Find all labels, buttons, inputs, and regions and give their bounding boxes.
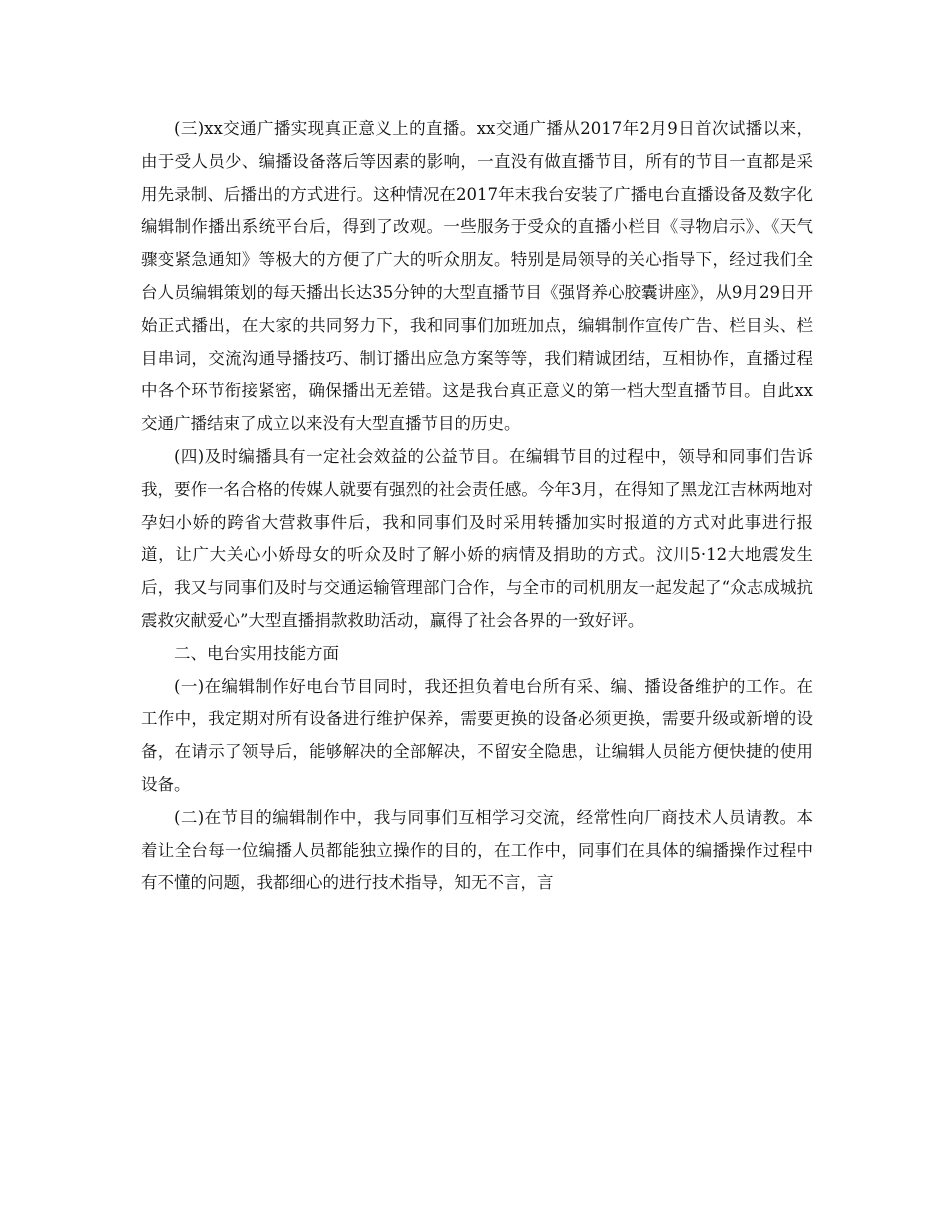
paragraph-equipment-maintenance: (一)在编辑制作好电台节目同时，我还担负着电台所有采、编、播设备维护的工作。在工作中，我定期对所有设备进行维护保养，需要更换的设备必须更换，需要升级或新增的设备，在请示了领导后，能够解决的全部解决，不留安全隐患，让编辑人员能方便快捷的使用设备。 bbox=[141, 676, 813, 794]
paragraph-technical-guidance: (二)在节目的编辑制作中，我与同事们互相学习交流，经常性向厂商技术人员请教。本着让全台每一位编播人员都能独立操作的目的，在工作中，同事们在具体的编播操作过程中有不懂的问题，我都细心的进行技术指导，知无不言，言 bbox=[141, 807, 813, 893]
document-body bbox=[141, 113, 813, 900]
paragraph-live-broadcast: (三)xx交通广播实现真正意义上的直播。xx交通广播从2017年2月9日首次试播以来，由于受人员少、编播设备落后等因素的影响，一直没有做直播节目，所有的节目一直都是采用先录制、后播出的方式进行。这种情况在2017年末我台安装了广播电台直播设备及数字化编辑制作播出系统平台后，得到了改观。一些服务于受众的直播小栏目《寻物启示》、《天气骤变紧急通知》等极大的方便了广大的听众朋友。特别是局领导的关心指导下，经过我们全台人员编辑策划的每天播出长达35分钟的大型直播节目《强肾养心胶囊讲座》，从9月29日开始正式播出，在大家的共同努力下，我和同事们加班加点，编辑制作宣传广告、栏目头、栏目串词，交流沟通导播技巧、制订播出应急方案等等，我们精诚团结，互相协作，直播过程中各个环节衔接紧密，确保播出无差错。这是我台真正意义的第一档大型直播节目。自此xx交通广播结束了成立以来没有大型直播节目的历史。 bbox=[141, 119, 813, 434]
paragraph-public-welfare: (四)及时编播具有一定社会效益的公益节目。在编辑节目的过程中，领导和同事们告诉我，要作一名合格的传媒人就要有强烈的社会责任感。今年3月，在得知了黑龙江吉林两地对孕妇小娇的跨省大营救事件后，我和同事们及时采用转播加实时报道的方式对此事进行报道，让广大关心小娇母女的听众及时了解小娇的病情及捐助的方式。汶川5·12大地震发生后，我又与同事们及时与交通运输管理部门合作，与全市的司机朋友一起发起了“众志成城抗震救灾献爱心”大型直播捐款救助活动，赢得了社会各界的一致好评。 bbox=[141, 446, 813, 630]
section-heading-practical-skills: 二、电台实用技能方面 bbox=[174, 643, 339, 663]
